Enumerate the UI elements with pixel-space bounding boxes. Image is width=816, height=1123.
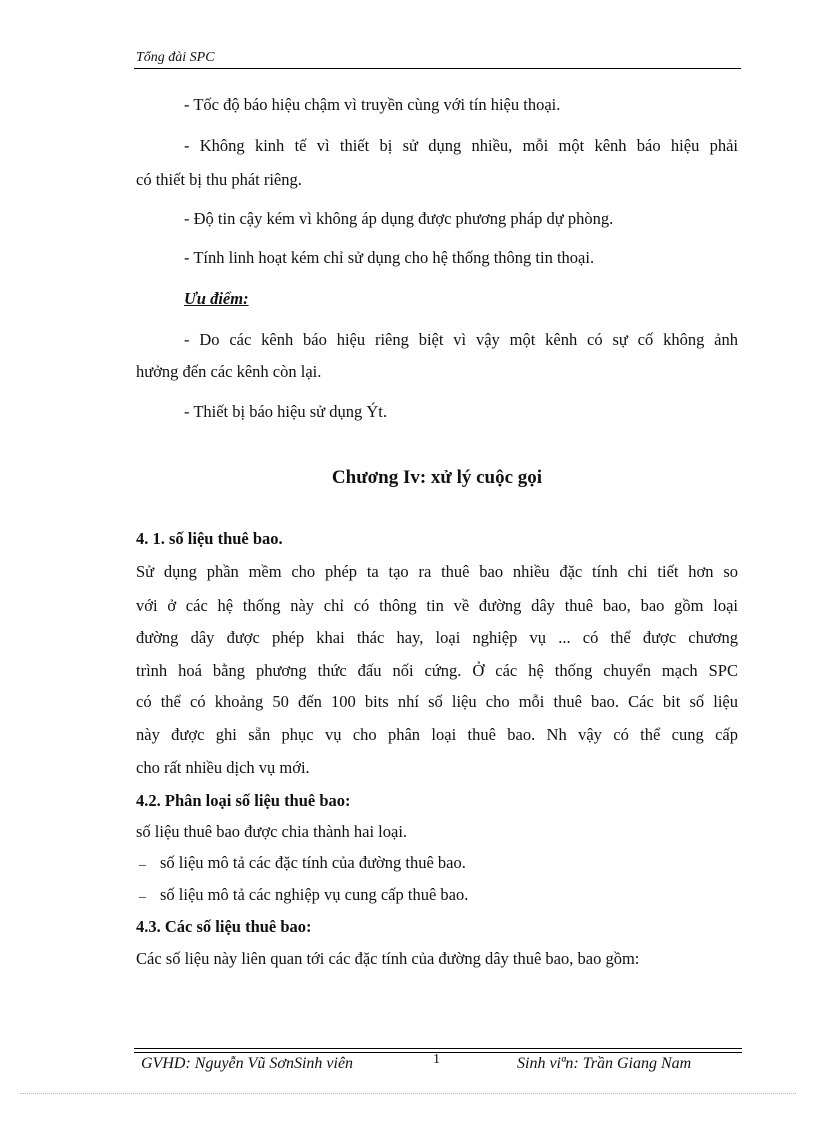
bullet-marker: _ — [139, 885, 146, 900]
paragraph-5-line-1: - Do các kênh báo hiệu riêng biệt vì vậy một kênh có sự cố không ảnh — [184, 330, 738, 349]
footer-rule — [134, 1048, 742, 1049]
chapter-title: Chương Iv: xử lý cuộc gọi — [331, 467, 543, 488]
section-3-heading: 4.3. Các số liệu thuê bao: — [136, 917, 312, 936]
paragraph-2-line-1: - Không kinh tế vì thiết bị sử dụng nhiều, mỗi một kênh báo hiệu phải — [184, 136, 738, 155]
page-number: 1 — [433, 1052, 440, 1067]
advantages-heading: Ưu điểm: — [184, 289, 249, 308]
footer-supervisor: GVHD: Nguyễn Vũ SơnSinh viên — [141, 1055, 354, 1072]
footer-student: Sinh viªn: Trần Giang Nam — [517, 1055, 692, 1072]
section-2-bullet: số liệu mô tả các nghiệp vụ cung cấp thuê bao. — [160, 885, 469, 904]
section-1-line: đường dây được phép khai thác hay, loại nghiệp vụ ... có thể được chương — [136, 628, 738, 647]
bullet-marker: _ — [139, 853, 146, 868]
paragraph-3: - Độ tin cậy kém vì không áp dụng được phương pháp dự phòng. — [184, 209, 614, 228]
section-1-line: trình hoá bằng phương thức đấu nối cứng. Ở các hệ thống chuyển mạch SPC — [136, 661, 738, 680]
section-1-line: với ở các hệ thống này chỉ có thông tin về đường dây thuê bao, bao gồm loại — [136, 596, 738, 615]
section-2-heading: 4.2. Phân loại số liệu thuê bao: — [136, 791, 351, 810]
section-1-heading: 4. 1. số liệu thuê bao. — [136, 529, 283, 548]
section-2-bullet: số liệu mô tả các đặc tính của đường thuê bao. — [160, 853, 466, 872]
section-3-text: Các số liệu này liên quan tới các đặc tính của đường dây thuê bao, bao gồm: — [136, 949, 640, 968]
paragraph-5-line-2: hưởng đến các kênh còn lại. — [136, 362, 322, 381]
page-bottom-border — [20, 1093, 796, 1094]
paragraph-6: - Thiết bị báo hiệu sử dụng Ýt. — [184, 402, 387, 421]
section-1-line: có thể có khoảng 50 đến 100 bits nhí số liệu cho mỗi thuê bao. Các bit số liệu — [136, 692, 738, 711]
header-rule — [134, 68, 741, 69]
section-2-intro: số liệu thuê bao được chia thành hai loại. — [136, 822, 408, 841]
paragraph-1: - Tốc độ báo hiệu chậm vì truyền cùng với tín hiệu thoại. — [184, 95, 561, 114]
paragraph-2-line-2: có thiết bị thu phát riêng. — [136, 170, 302, 189]
header-title: Tổng đài SPC — [136, 50, 215, 65]
paragraph-4: - Tính linh hoạt kém chỉ sử dụng cho hệ thống thông tin thoại. — [184, 248, 595, 267]
section-1-line: này được ghi sẵn phục vụ cho phân loại thuê bao. Nh vậy có thể cung cấp — [136, 725, 738, 744]
section-1-line: Sử dụng phần mềm cho phép ta tạo ra thuê bao nhiều đặc tính chi tiết hơn so — [136, 562, 738, 581]
section-1-line: cho rất nhiều dịch vụ mới. — [136, 758, 310, 777]
